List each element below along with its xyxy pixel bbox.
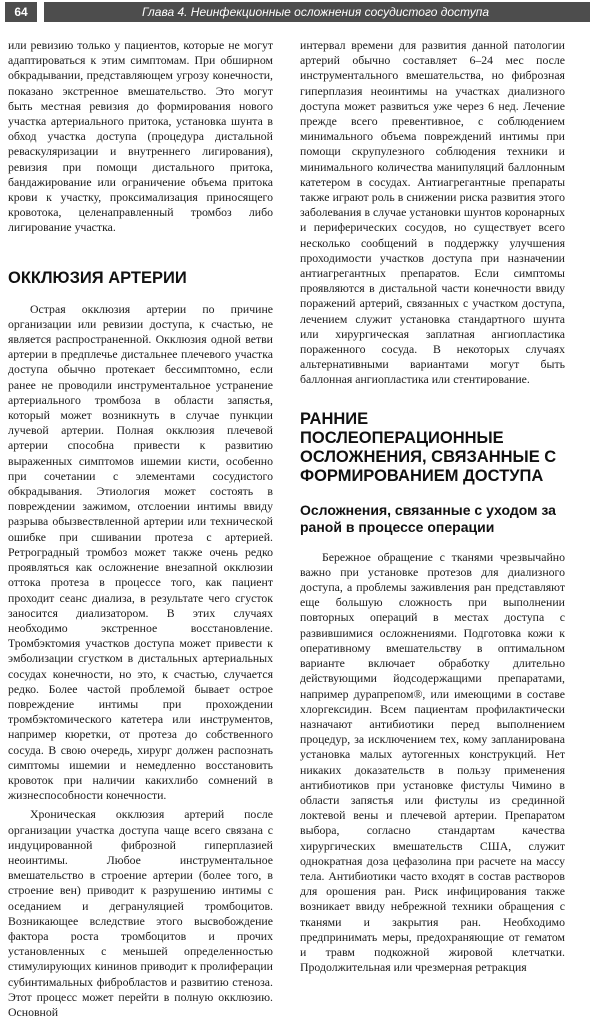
paragraph: Хроническая окклюзия артерий после организации участка доступа чаще всего связана с индуцированной фиброзной гиперплазией неоинтимы. Любое инструментальное вмешательство в строение артерии (более того, в строение вен) приводит к разрушению интимы с оседанием и дегрануляцией тромбоцитов. Возникающее вследствие этого высвобождение фактора роста тромбоцитов и прочих установленных с меньшей определенностью стимулирующих кининов приводит к пролиферации субинтимальных фибробластов и развитию стеноза. Этот процесс может перейти в полную окклюзию. Основной bbox=[8, 807, 273, 1019]
paragraph: Острая окклюзия артерии по причине организации или ревизии доступа, к счастью, не является распространенной. Окклюзия одной ветви артерии в предплечье дистальнее плечевого участка доступа обычно протекает бессимптомно, если ранее не проводили инструментальное устранение артериального тромбоза в области запястья, который может возникнуть в случае пункции лучевой артерии. Полная окклюзия плечевой артерии способна привести к развитию выраженных симптомов ишемии кисти, особенно при сочетании с элементами сосудистого обкрадывания. Этиология может состоять в повреждении зажимом, отслоении интимы ввиду разрыва обызвествленной артерии или технической ошибке при сшивании протеза с артерией. Ретроградный тромбоз может также очень редко проявляться как осложнение внезапной окклюзии оттока протеза в процессе того, как пациент проходит сеанс диализа, в результате чего сгусток заносится диализатором. В этих случаях необходимо экстренное восстановление. Тромбэктомия участков доступа может привести к эмболизации сгустком в дистальных артериальных сосудах конечности, но это, к счастью, случается редко. Более частой проблемой бывает острое повреждение интимы при прохождении тромбэктомического катетера или инструментов, например кюретки, от протеза до собственного сосуда. В свою очередь, хирург должен распознать симптомы ишемии и немедленно восстановить кровоток при наличии какихлибо сомнений в жизнеспособности конечности. bbox=[8, 301, 273, 803]
paragraph: интервал времени для развития данной патологии артерий обычно составляет 6–24 мес после инструментального вмешательства, но фиброзная гиперплазия неоинтимы на участках диализного доступа может развиться уже через 6 нед. Лечение прежде всего превентивное, с соблюдением минимального объема повреждений интимы при помощи скрупулезного соблюдения техники и минимального количества манипуляций баллонным катетером в сосудах. Антиагрегантные препараты также играют роль в снижении риска развития этого заболевания в случае установки шунтов коронарных и периферических сосудов, но существует всего несколько сообщений в поддержку улучшения проходимости участков доступа при назначении антиагрегантных препаратов. Если симптомы проявляются в дистальной части конечности ввиду поражений артерий, связанных с участком доступа, лечением служит установка стандартного шунта или хирургическая заплатная ангиопластика пораженного сосуда. В некоторых случаях альтернативными вариантами могут быть баллонная ангиопластика или стентирование. bbox=[300, 38, 565, 387]
page-header bbox=[0, 0, 590, 26]
left-column bbox=[8, 38, 273, 1020]
section-heading-early-complications: РАННИЕ ПОСЛЕОПЕРАЦИОННЫЕ ОСЛОЖНЕНИЯ, СВЯЗАННЫЕ С ФОРМИРОВАНИЕМ ДОСТУПА bbox=[300, 409, 557, 485]
page-number: 64 bbox=[5, 2, 37, 22]
paragraph: или ревизию только у пациентов, которые не могут адаптироваться к этим симптомам. При обширном обкрадывании, представляющем угрозу конечности, показано экстренное вмешательство. Это могут быть местная ревизия до формирования нового участка артериального притока, установка шунта в обход участка доступа (процедура дистальной реваскуляризации и внутреннего лигирования), ревизия при помощи дистального притока, бандажирование или ограничение объема притока крови к участку, проксимализация приносящего кровотока, целенаправленный тромбоз либо лигирование участка. bbox=[8, 38, 273, 235]
section-heading-occlusion: ОККЛЮЗИЯ АРТЕРИИ bbox=[8, 268, 187, 287]
running-title: Глава 4. Неинфекционные осложнения сосудистого доступа bbox=[44, 2, 590, 22]
paragraph: Бережное обращение с тканями чрезвычайно важно при установке протезов для диализного доступа, а проблемы заживления ран представляют еще большую сложность при выполнении повторных операций в местах доступа с развившимися осложнениями. Подготовка кожи к оперативному вмешательству в оптимальном варианте включает обработку длительно действующими йодсодержащими препаратами, например дурапрепом®, или имеющими в составе хлоргексидин. Всем пациентам профилактически назначают антибиотики перед выполнением процедур, за исключением тех, кому запланирована установка малых аутогенных конструкций. Нет никаких доказательств в пользу применения антибиотиков при установке фистулы Чимино в области запястья или фистулы из срединной локтевой вены и плечевой артерии. Препаратом выбора, согласно стандартам качества хирургических вмешательств США, служит однократная доза цефазолина при расчете на массу тела. Антибиотики часто входят в состав растворов для орошения ран. Риск инфицирования также возникает ввиду небрежной техники обращения с тканями и закрытия ран. Необходимо предпринимать меры, предохраняющие от гематом и травм подкожной жировой клетчатки. Продолжительная или чрезмерная ретракция bbox=[300, 549, 565, 975]
subsection-heading-wound-care: Осложнения, связанные с уходом за раной в процессе операции bbox=[300, 501, 556, 535]
right-column bbox=[300, 38, 565, 975]
